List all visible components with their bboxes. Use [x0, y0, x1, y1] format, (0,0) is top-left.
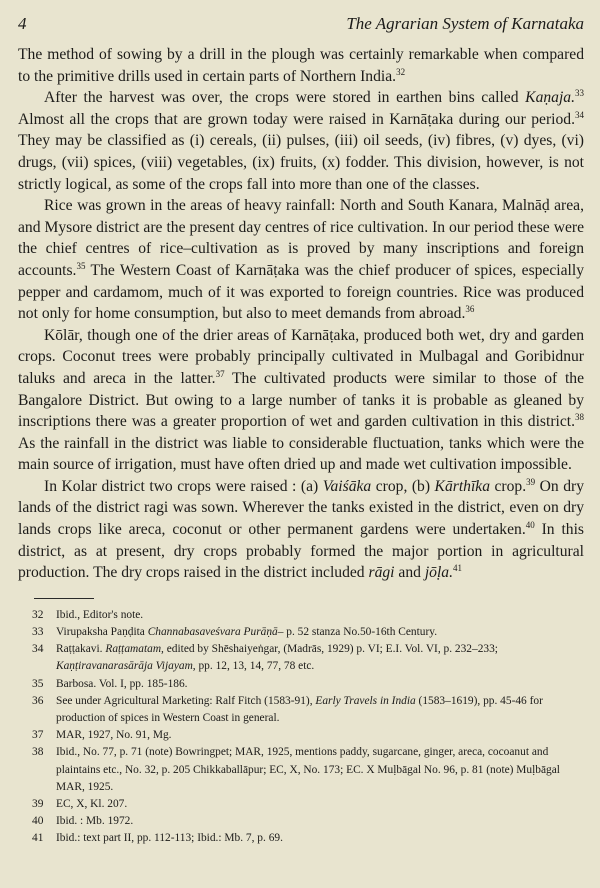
footnote-number: 36 [32, 694, 44, 707]
text-run: pp. 12, 13, 14, 77, 78 etc. [195, 660, 315, 673]
footnote [18, 641, 584, 675]
footnote-number: 38 [32, 746, 44, 759]
footnote-text [56, 830, 584, 847]
footnote [18, 813, 584, 830]
text-run: crop. [490, 477, 527, 495]
footnote-number: 34 [32, 643, 44, 656]
footnote-ref: 32 [396, 66, 406, 77]
italic-term: Early Travels in India [315, 694, 416, 707]
text-run: The Western Coast of Karnāṭaka was the chief producer of spices, especially pepper and cardamom, much of it was exported to foreign countries. Rice was produced not only for home consumption, but also to meet demands from abroad. [18, 261, 584, 323]
text-run: EC, X, Kl. 207. [56, 798, 128, 811]
text-run: Ibid., Editor's note. [56, 608, 144, 621]
text-run: (1583–1619), pp. 45-46 for production of spices in Western Coast in general. [56, 694, 543, 725]
text-run: Raṭṭakavi. [56, 643, 106, 656]
paragraph [18, 87, 584, 195]
text-run: Ibid.: text part II, pp. 112-113; Ibid.: Mb. 7, p. 69. [56, 832, 283, 845]
text-run: The cultivated products were similar to those of the Bangalore District. But owing to a large number of tanks it is probable as gleaned by inscriptions there was a greater proportion of wet and garden cultivation in this district. [18, 369, 584, 431]
footnote-ref: 34 [575, 109, 584, 120]
footnote-divider [34, 598, 94, 599]
running-title: The Agrarian System of Karnataka [346, 14, 584, 33]
footnote-text [56, 813, 584, 830]
footnote-ref: 39 [526, 476, 536, 487]
footnote [18, 796, 584, 813]
text-run: MAR, 1927, No. 91, Mg. [56, 729, 172, 742]
italic-term: Vaiśāka [322, 477, 372, 495]
text-run: Barbosa. Vol. I, pp. 185-186. [56, 677, 188, 690]
text-run: crop, (b) [371, 477, 435, 495]
text-run: As the rainfall in the district was liable to considerable fluctuation, tanks which were the main source of irrigation, must have often dried up and made wet cultivation impossible. [18, 434, 584, 474]
footnote [18, 676, 584, 693]
paragraph [18, 195, 584, 325]
text-run: Rice was grown in the areas of heavy rainfall: North and South Kanara, Malnāḍ area, and Mysore district are the present day centres of rice cultivation. In our period these were the chief centres of rice–cultivation as is proved by many inscriptions and foreign accounts. [18, 197, 584, 279]
footnotes [18, 607, 584, 848]
footnote-number: 32 [32, 608, 44, 621]
footnote-number: 39 [32, 798, 44, 811]
footnote-text [56, 607, 584, 624]
footnote [18, 727, 584, 744]
footnote-text [56, 744, 584, 796]
footnote-number: 37 [32, 729, 44, 742]
text-run: Kōlār, though one of the drier areas of Karnāṭaka, produced both wet, dry and garden crops. Coconut trees were probably principally cultivated in Mulbagal and Goribidnur taluks and areca in the latter. [18, 326, 584, 387]
footnote-text [56, 796, 584, 813]
footnote [18, 830, 584, 847]
footnote-ref: 37 [215, 368, 225, 379]
italic-term: rāgi [368, 564, 395, 582]
text-run: and [394, 564, 425, 582]
text-run: – p. 52 stanza No.50-16th Century. [277, 626, 438, 639]
footnote-text [56, 727, 584, 744]
paragraph [18, 44, 584, 87]
italic-term: Kārthīka [434, 477, 490, 495]
footnote-ref: 40 [525, 519, 535, 530]
footnote-ref: 41 [452, 563, 462, 574]
text-run: Virupaksha Paṇḍita [56, 626, 148, 639]
footnote-text [56, 676, 584, 693]
footnote-number: 40 [32, 815, 44, 828]
text-run: After the harvest was over, the crops were stored in earthen bins called [44, 89, 526, 107]
paragraph [18, 476, 584, 584]
footnote-text [56, 693, 584, 727]
footnote [18, 607, 584, 624]
footnote [18, 624, 584, 641]
footnote-text [56, 641, 584, 675]
text-run: See under Agricultural Marketing: Ralf Fitch (1583-91), [56, 694, 316, 707]
footnote-ref: 35 [76, 260, 86, 271]
footnote [18, 744, 584, 796]
italic-term: Channabasaveśvara Purāṇā [147, 626, 278, 639]
footnote-ref: 33 [575, 88, 584, 98]
text-run: Ibid., No. 77, p. 71 (note) Bowringpet; MAR, 1925, mentions paddy, sugarcane, ginger, areca, cocoanut and plaintains etc., No. 32, p. 205 Chikkaballāpur; EC, X, No. 173; EC. X Muḷbāgal No. 96, p. 81 (note) Muḷbāgal MAR, 1925. [56, 746, 560, 793]
text-run: The method of sowing by a drill in the plough was certainly remarkable when compared to the primitive drills used in certain parts of Northern India. [18, 46, 584, 85]
paragraph [18, 325, 584, 476]
text-run: Ibid. : Mb. 1972. [56, 815, 134, 828]
footnote-number: 35 [32, 677, 44, 690]
text-run: Almost all the crops that are grown today were raised in Karnāṭaka during our period. [18, 110, 575, 128]
footnote-ref: 36 [465, 303, 475, 314]
footnote-text [56, 624, 584, 641]
running-head [18, 14, 584, 34]
footnote-ref: 38 [575, 411, 584, 422]
footnote [18, 693, 584, 727]
italic-term: Kaṇaja. [525, 89, 575, 107]
footnote-number: 33 [32, 626, 44, 639]
italic-term: Raṭṭamatam, [105, 643, 164, 656]
body-text [18, 44, 584, 584]
text-run: On dry lands of the district ragi was sown. Wherever the tanks existed in the district, even on dry lands crops like areca, coconut or other permanent gardens were undertaken. [18, 477, 584, 539]
text-run: In Kolar district two crops were raised : (a) [44, 477, 323, 495]
text-run: They may be classified as (i) cereals, (ii) pulses, (iii) oil seeds, (iv) fibres, (v) dyes, (vi) drugs, (vii) spices, (viii) vegetables, (ix) fruits, (x) fodder. This division, however, is not strictly logical, as some of the crops fall into more than one of the classes. [18, 132, 584, 193]
footnote-number: 41 [32, 832, 44, 845]
italic-term: jōḷa. [424, 564, 453, 582]
text-run: edited by Shēshaiyeṅgar, (Madrās, 1929) p. VI; E.I. Vol. VI, p. 232–233; [163, 643, 498, 656]
text-run: In this district, as at present, dry crops probably formed the major portion in agricultural production. The dry crops raised in the district included [18, 521, 584, 582]
italic-term: Kaṇṭiravanarasārāja Vijayam, [56, 660, 196, 673]
page-number: 4 [18, 14, 27, 33]
